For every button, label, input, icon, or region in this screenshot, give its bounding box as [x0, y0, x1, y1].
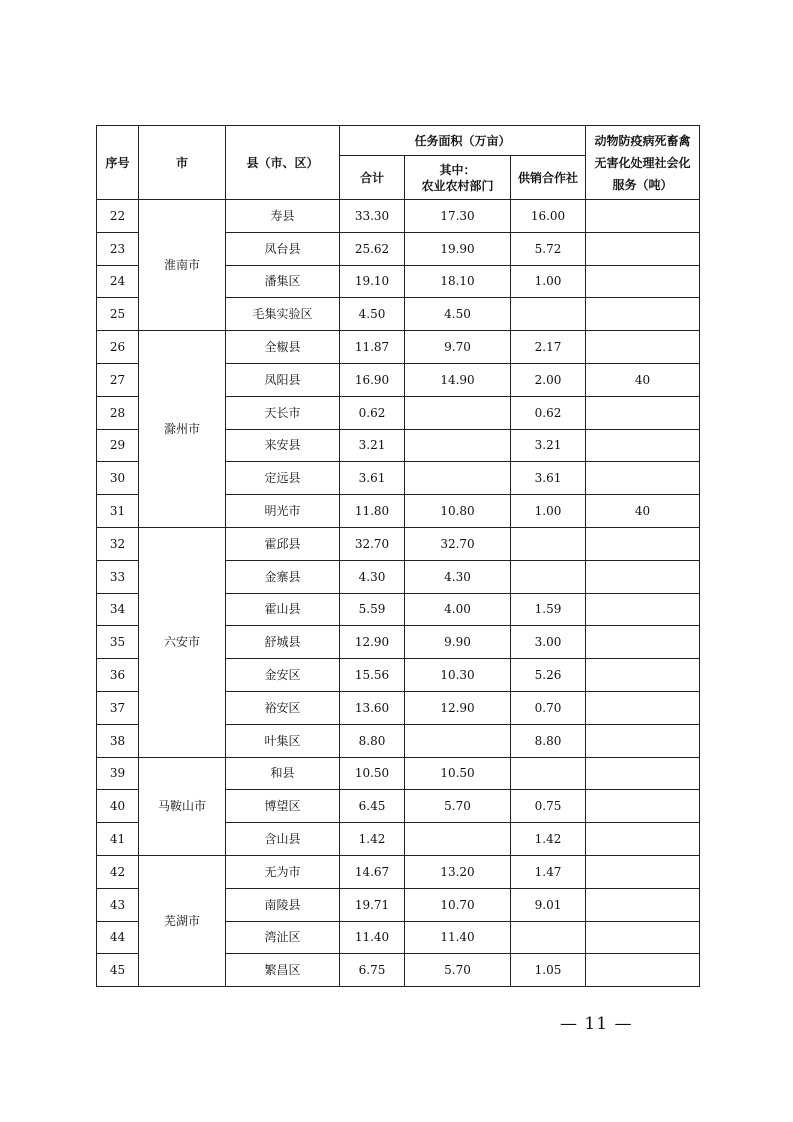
cell-agri	[405, 823, 511, 856]
cell-city: 滁州市	[139, 331, 226, 528]
header-animal-line2: 无害化处理社会化	[594, 155, 691, 170]
cell-total: 3.61	[340, 462, 405, 495]
cell-coop: 1.59	[511, 593, 586, 626]
cell-total: 19.10	[340, 265, 405, 298]
cell-coop: 9.01	[511, 888, 586, 921]
allocation-table	[96, 125, 700, 987]
cell-county: 和县	[226, 757, 340, 790]
cell-coop: 5.26	[511, 659, 586, 692]
cell-total: 25.62	[340, 232, 405, 265]
table-header	[97, 126, 700, 200]
cell-county: 含山县	[226, 823, 340, 856]
cell-seq: 44	[97, 921, 139, 954]
cell-coop	[511, 527, 586, 560]
cell-agri: 13.20	[405, 855, 511, 888]
cell-total: 1.42	[340, 823, 405, 856]
cell-animal: 40	[586, 495, 700, 528]
cell-animal	[586, 757, 700, 790]
cell-total: 6.75	[340, 954, 405, 987]
cell-agri: 11.40	[405, 921, 511, 954]
cell-seq: 45	[97, 954, 139, 987]
cell-agri: 4.50	[405, 298, 511, 331]
cell-seq: 22	[97, 200, 139, 233]
table-row	[97, 200, 700, 233]
cell-county: 寿县	[226, 200, 340, 233]
cell-seq: 28	[97, 396, 139, 429]
cell-animal	[586, 560, 700, 593]
header-animal-service	[586, 126, 700, 200]
cell-animal	[586, 331, 700, 364]
cell-agri: 9.90	[405, 626, 511, 659]
header-agri	[405, 156, 511, 200]
cell-seq: 26	[97, 331, 139, 364]
cell-seq: 30	[97, 462, 139, 495]
cell-total: 15.56	[340, 659, 405, 692]
table-row	[97, 855, 700, 888]
cell-county: 毛集实验区	[226, 298, 340, 331]
cell-total: 19.71	[340, 888, 405, 921]
cell-total: 11.40	[340, 921, 405, 954]
cell-total: 16.90	[340, 363, 405, 396]
cell-seq: 24	[97, 265, 139, 298]
cell-seq: 33	[97, 560, 139, 593]
header-city: 市	[139, 126, 226, 200]
cell-animal	[586, 232, 700, 265]
cell-animal	[586, 855, 700, 888]
cell-coop: 0.70	[511, 691, 586, 724]
cell-agri	[405, 462, 511, 495]
cell-seq: 35	[97, 626, 139, 659]
cell-agri: 10.30	[405, 659, 511, 692]
cell-agri: 18.10	[405, 265, 511, 298]
cell-total: 13.60	[340, 691, 405, 724]
table-row	[97, 527, 700, 560]
cell-total: 12.90	[340, 626, 405, 659]
cell-animal	[586, 527, 700, 560]
cell-county: 金安区	[226, 659, 340, 692]
cell-total: 0.62	[340, 396, 405, 429]
cell-seq: 32	[97, 527, 139, 560]
cell-animal	[586, 396, 700, 429]
cell-county: 定远县	[226, 462, 340, 495]
cell-city: 六安市	[139, 527, 226, 757]
cell-agri: 12.90	[405, 691, 511, 724]
header-agri-line2: 农业农村部门	[421, 178, 494, 193]
cell-seq: 38	[97, 724, 139, 757]
cell-total: 32.70	[340, 527, 405, 560]
cell-animal	[586, 593, 700, 626]
cell-animal	[586, 691, 700, 724]
cell-coop: 1.42	[511, 823, 586, 856]
cell-agri: 10.80	[405, 495, 511, 528]
cell-seq: 23	[97, 232, 139, 265]
cell-total: 4.50	[340, 298, 405, 331]
cell-total: 11.87	[340, 331, 405, 364]
cell-coop: 2.17	[511, 331, 586, 364]
cell-county: 博望区	[226, 790, 340, 823]
cell-county: 湾沚区	[226, 921, 340, 954]
cell-agri: 4.00	[405, 593, 511, 626]
cell-animal	[586, 823, 700, 856]
cell-animal	[586, 265, 700, 298]
cell-animal	[586, 429, 700, 462]
cell-seq: 37	[97, 691, 139, 724]
cell-agri: 5.70	[405, 790, 511, 823]
cell-seq: 42	[97, 855, 139, 888]
cell-county: 全椒县	[226, 331, 340, 364]
cell-agri: 10.70	[405, 888, 511, 921]
cell-county: 凤阳县	[226, 363, 340, 396]
cell-animal	[586, 724, 700, 757]
cell-animal	[586, 626, 700, 659]
cell-coop: 1.00	[511, 495, 586, 528]
cell-animal	[586, 888, 700, 921]
cell-seq: 39	[97, 757, 139, 790]
cell-total: 14.67	[340, 855, 405, 888]
cell-agri	[405, 724, 511, 757]
cell-agri: 9.70	[405, 331, 511, 364]
cell-coop: 0.75	[511, 790, 586, 823]
cell-city: 芜湖市	[139, 855, 226, 986]
cell-animal	[586, 462, 700, 495]
cell-coop: 3.00	[511, 626, 586, 659]
cell-total: 6.45	[340, 790, 405, 823]
cell-county: 霍邱县	[226, 527, 340, 560]
cell-seq: 43	[97, 888, 139, 921]
cell-coop: 8.80	[511, 724, 586, 757]
cell-agri: 32.70	[405, 527, 511, 560]
header-task-area: 任务面积（万亩）	[340, 126, 586, 156]
cell-coop	[511, 298, 586, 331]
cell-animal	[586, 954, 700, 987]
cell-county: 裕安区	[226, 691, 340, 724]
cell-total: 11.80	[340, 495, 405, 528]
cell-animal	[586, 659, 700, 692]
cell-coop	[511, 757, 586, 790]
cell-coop: 16.00	[511, 200, 586, 233]
cell-coop: 5.72	[511, 232, 586, 265]
cell-agri: 14.90	[405, 363, 511, 396]
cell-seq: 29	[97, 429, 139, 462]
cell-coop: 3.61	[511, 462, 586, 495]
cell-animal	[586, 921, 700, 954]
table-body	[97, 200, 700, 987]
cell-agri: 5.70	[405, 954, 511, 987]
cell-coop: 2.00	[511, 363, 586, 396]
cell-seq: 34	[97, 593, 139, 626]
header-coop: 供销合作社	[511, 156, 586, 200]
cell-coop: 1.00	[511, 265, 586, 298]
cell-coop: 1.05	[511, 954, 586, 987]
cell-coop	[511, 560, 586, 593]
cell-total: 10.50	[340, 757, 405, 790]
cell-animal: 40	[586, 363, 700, 396]
cell-total: 5.59	[340, 593, 405, 626]
header-agri-line1: 其中：	[439, 162, 476, 177]
table-row	[97, 757, 700, 790]
cell-seq: 36	[97, 659, 139, 692]
header-total: 合计	[340, 156, 405, 200]
cell-coop: 1.47	[511, 855, 586, 888]
cell-animal	[586, 200, 700, 233]
cell-seq: 27	[97, 363, 139, 396]
cell-agri: 17.30	[405, 200, 511, 233]
cell-total: 33.30	[340, 200, 405, 233]
cell-county: 金寨县	[226, 560, 340, 593]
cell-county: 来安县	[226, 429, 340, 462]
cell-county: 潘集区	[226, 265, 340, 298]
cell-county: 天长市	[226, 396, 340, 429]
cell-seq: 40	[97, 790, 139, 823]
cell-city: 马鞍山市	[139, 757, 226, 855]
cell-county: 舒城县	[226, 626, 340, 659]
cell-seq: 41	[97, 823, 139, 856]
header-animal-line1: 动物防疫病死畜禽	[594, 133, 691, 148]
cell-seq: 25	[97, 298, 139, 331]
cell-county: 凤台县	[226, 232, 340, 265]
cell-county: 明光市	[226, 495, 340, 528]
cell-agri: 10.50	[405, 757, 511, 790]
cell-county: 霍山县	[226, 593, 340, 626]
cell-county: 南陵县	[226, 888, 340, 921]
cell-agri: 19.90	[405, 232, 511, 265]
cell-seq: 31	[97, 495, 139, 528]
cell-county: 叶集区	[226, 724, 340, 757]
cell-animal	[586, 790, 700, 823]
cell-total: 3.21	[340, 429, 405, 462]
cell-coop	[511, 921, 586, 954]
header-county: 县（市、区）	[226, 126, 340, 200]
cell-county: 繁昌区	[226, 954, 340, 987]
header-seq: 序号	[97, 126, 139, 200]
cell-agri	[405, 396, 511, 429]
header-animal-line3: 服务（吨）	[612, 177, 673, 192]
cell-total: 4.30	[340, 560, 405, 593]
page-number: — 11 —	[560, 1014, 633, 1034]
cell-agri	[405, 429, 511, 462]
cell-animal	[586, 298, 700, 331]
cell-coop: 0.62	[511, 396, 586, 429]
cell-total: 8.80	[340, 724, 405, 757]
table-row	[97, 331, 700, 364]
cell-coop: 3.21	[511, 429, 586, 462]
cell-city: 淮南市	[139, 200, 226, 331]
cell-agri: 4.30	[405, 560, 511, 593]
cell-county: 无为市	[226, 855, 340, 888]
